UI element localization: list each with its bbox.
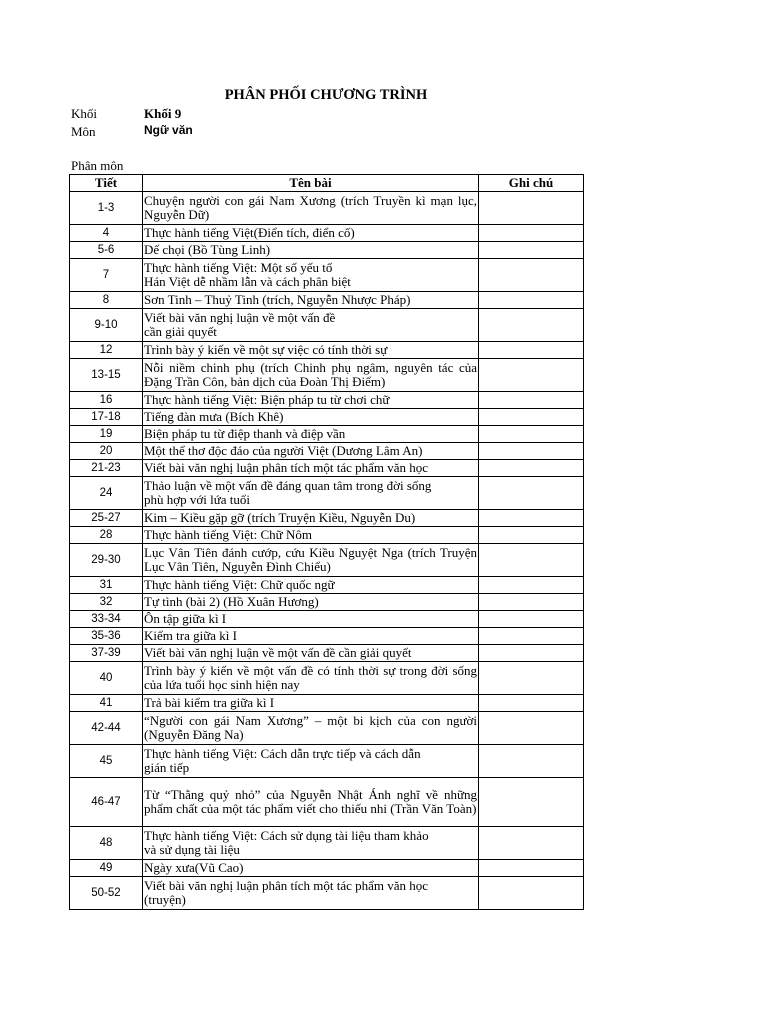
row-ghi-chu xyxy=(479,745,584,778)
mon-label: Môn xyxy=(71,124,96,139)
row-ghi-chu xyxy=(479,860,584,877)
row-tiet: 32 xyxy=(70,594,143,611)
row-tiet: 50-52 xyxy=(70,877,143,910)
row-ghi-chu xyxy=(479,259,584,292)
row-ghi-chu xyxy=(479,392,584,409)
row-tiet: 12 xyxy=(70,342,143,359)
row-ten-bai: Viết bài văn nghị luận phân tích một tác phẩm văn học (truyện) xyxy=(143,877,479,910)
row-ten-bai: Dế chọi (Bồ Tùng Linh) xyxy=(143,242,479,259)
row-ten-bai: Một thể thơ độc đáo của người Việt (Dương Lâm An) xyxy=(143,443,479,460)
row-tiet: 16 xyxy=(70,392,143,409)
row-tiet: 33-34 xyxy=(70,611,143,628)
table-row xyxy=(70,645,584,662)
row-tiet: 41 xyxy=(70,695,143,712)
khoi-label: Khối xyxy=(71,106,97,121)
row-tiet: 25-27 xyxy=(70,510,143,527)
row-ten-bai: Kiểm tra giữa kì I xyxy=(143,628,479,645)
row-ten-bai: Viết bài văn nghị luận về một vấn đề cần giải quyết xyxy=(143,645,479,662)
table-row xyxy=(70,611,584,628)
row-ghi-chu xyxy=(479,192,584,225)
row-tiet: 9-10 xyxy=(70,309,143,342)
header-tiet: Tiết xyxy=(70,175,143,192)
row-ghi-chu xyxy=(479,645,584,662)
row-tiet: 40 xyxy=(70,662,143,695)
table-row xyxy=(70,527,584,544)
row-ghi-chu xyxy=(479,628,584,645)
row-ten-bai: Lục Vân Tiên đánh cướp, cứu Kiều Nguyệt Nga (trích Truyện Lục Vân Tiên, Nguyễn Đình Chiểu) xyxy=(143,544,479,577)
table-row xyxy=(70,392,584,409)
header-ten-bai: Tên bài xyxy=(143,175,479,192)
row-tiet: 4 xyxy=(70,225,143,242)
row-ghi-chu xyxy=(479,527,584,544)
row-tiet: 21-23 xyxy=(70,460,143,477)
mon-value: Ngữ văn xyxy=(144,123,193,137)
row-ten-bai: Từ “Thằng quỷ nhỏ” của Nguyễn Nhật Ánh nghĩ về những phẩm chất của một tác phẩm viết cho thiếu nhi (Trần Văn Toàn) xyxy=(143,778,479,827)
row-ghi-chu xyxy=(479,409,584,426)
row-ten-bai: Thảo luận về một vấn đề đáng quan tâm trong đời sống phù hợp với lứa tuổi xyxy=(143,477,479,510)
row-ghi-chu xyxy=(479,359,584,392)
row-ghi-chu xyxy=(479,712,584,745)
table-row xyxy=(70,460,584,477)
row-ten-bai: Thực hành tiếng Việt(Điển tích, điển cố) xyxy=(143,225,479,242)
table-row xyxy=(70,409,584,426)
row-tiet: 20 xyxy=(70,443,143,460)
row-ten-bai: Ôn tập giữa kì I xyxy=(143,611,479,628)
row-ten-bai: Nỗi niềm chinh phụ (trích Chinh phụ ngâm, nguyên tác của Đặng Trần Côn, bản dịch của Đoàn Thị Điểm) xyxy=(143,359,479,392)
table-row xyxy=(70,628,584,645)
table-header-row xyxy=(70,175,584,192)
row-tiet: 5-6 xyxy=(70,242,143,259)
row-ten-bai: Chuyện người con gái Nam Xương (trích Truyền kì mạn lục, Nguyễn Dữ) xyxy=(143,192,479,225)
row-tiet: 13-15 xyxy=(70,359,143,392)
table-row xyxy=(70,827,584,860)
row-ten-bai: Thực hành tiếng Việt: Một số yếu tố Hán Việt dễ nhầm lẫn và cách phân biệt xyxy=(143,259,479,292)
row-ten-bai: Trả bài kiểm tra giữa kì I xyxy=(143,695,479,712)
row-tiet: 28 xyxy=(70,527,143,544)
row-ten-bai: “Người con gái Nam Xương” – một bi kịch của con người (Nguyễn Đăng Na) xyxy=(143,712,479,745)
table-row xyxy=(70,242,584,259)
row-tiet: 37-39 xyxy=(70,645,143,662)
row-ghi-chu xyxy=(479,577,584,594)
table-row xyxy=(70,426,584,443)
table-row xyxy=(70,443,584,460)
row-ten-bai: Thực hành tiếng Việt: Cách dẫn trực tiếp và cách dẫn gián tiếp xyxy=(143,745,479,778)
row-tiet: 46-47 xyxy=(70,778,143,827)
table-row xyxy=(70,359,584,392)
row-tiet: 49 xyxy=(70,860,143,877)
table-row xyxy=(70,192,584,225)
row-tiet: 19 xyxy=(70,426,143,443)
table-row xyxy=(70,695,584,712)
row-ghi-chu xyxy=(479,544,584,577)
row-ghi-chu xyxy=(479,877,584,910)
program-table xyxy=(69,174,584,910)
table-row xyxy=(70,594,584,611)
row-tiet: 48 xyxy=(70,827,143,860)
table-row xyxy=(70,860,584,877)
table-row xyxy=(70,292,584,309)
table-row xyxy=(70,259,584,292)
row-ten-bai: Thực hành tiếng Việt: Chữ Nôm xyxy=(143,527,479,544)
row-ten-bai: Kim – Kiều gặp gỡ (trích Truyện Kiều, Nguyễn Du) xyxy=(143,510,479,527)
row-ten-bai: Tự tình (bài 2) (Hồ Xuân Hương) xyxy=(143,594,479,611)
row-ghi-chu xyxy=(479,662,584,695)
row-ghi-chu xyxy=(479,309,584,342)
table-row xyxy=(70,877,584,910)
row-ghi-chu xyxy=(479,510,584,527)
row-tiet: 45 xyxy=(70,745,143,778)
table-row xyxy=(70,544,584,577)
table-row xyxy=(70,662,584,695)
row-ghi-chu xyxy=(479,477,584,510)
row-ghi-chu xyxy=(479,342,584,359)
row-ten-bai: Biện pháp tu từ điệp thanh và điệp vần xyxy=(143,426,479,443)
row-ghi-chu xyxy=(479,426,584,443)
header-ghi-chu: Ghi chú xyxy=(479,175,584,192)
table-row xyxy=(70,309,584,342)
row-ghi-chu xyxy=(479,292,584,309)
table-row xyxy=(70,712,584,745)
row-ten-bai: Viết bài văn nghị luận về một vấn đề cần giải quyết xyxy=(143,309,479,342)
phanmon-label: Phân môn xyxy=(71,158,124,173)
row-ten-bai: Trình bày ý kiến về một vấn đề có tính thời sự trong đời sống của lứa tuổi học sinh hiện nay xyxy=(143,662,479,695)
row-ghi-chu xyxy=(479,242,584,259)
row-tiet: 24 xyxy=(70,477,143,510)
row-ghi-chu xyxy=(479,443,584,460)
table-row xyxy=(70,342,584,359)
row-tiet: 8 xyxy=(70,292,143,309)
row-ten-bai: Thực hành tiếng Việt: Chữ quốc ngữ xyxy=(143,577,479,594)
table-row xyxy=(70,577,584,594)
row-ghi-chu xyxy=(479,460,584,477)
row-tiet: 35-36 xyxy=(70,628,143,645)
page-title: PHÂN PHỐI CHƯƠNG TRÌNH xyxy=(224,87,428,103)
row-ten-bai: Ngày xưa(Vũ Cao) xyxy=(143,860,479,877)
row-ghi-chu xyxy=(479,611,584,628)
table-row xyxy=(70,778,584,827)
row-ten-bai: Thực hành tiếng Việt: Biện pháp tu từ chơi chữ xyxy=(143,392,479,409)
row-tiet: 1-3 xyxy=(70,192,143,225)
row-tiet: 31 xyxy=(70,577,143,594)
row-ghi-chu xyxy=(479,594,584,611)
table-row xyxy=(70,745,584,778)
row-tiet: 7 xyxy=(70,259,143,292)
table-body xyxy=(70,192,584,910)
row-ten-bai: Sơn Tinh – Thuỷ Tinh (trích, Nguyễn Nhược Pháp) xyxy=(143,292,479,309)
table-row xyxy=(70,225,584,242)
row-ten-bai: Viết bài văn nghị luận phân tích một tác phẩm văn học xyxy=(143,460,479,477)
row-ghi-chu xyxy=(479,695,584,712)
table-row xyxy=(70,510,584,527)
row-tiet: 17-18 xyxy=(70,409,143,426)
row-ten-bai: Thực hành tiếng Việt: Cách sử dụng tài liệu tham khảo và sử dụng tài liệu xyxy=(143,827,479,860)
row-ghi-chu xyxy=(479,778,584,827)
row-ten-bai: Trình bày ý kiến về một sự việc có tính thời sự xyxy=(143,342,479,359)
row-ghi-chu xyxy=(479,225,584,242)
row-tiet: 42-44 xyxy=(70,712,143,745)
khoi-value: Khối 9 xyxy=(144,106,182,121)
row-ten-bai: Tiếng đàn mưa (Bích Khê) xyxy=(143,409,479,426)
table-row xyxy=(70,477,584,510)
row-tiet: 29-30 xyxy=(70,544,143,577)
row-ghi-chu xyxy=(479,827,584,860)
